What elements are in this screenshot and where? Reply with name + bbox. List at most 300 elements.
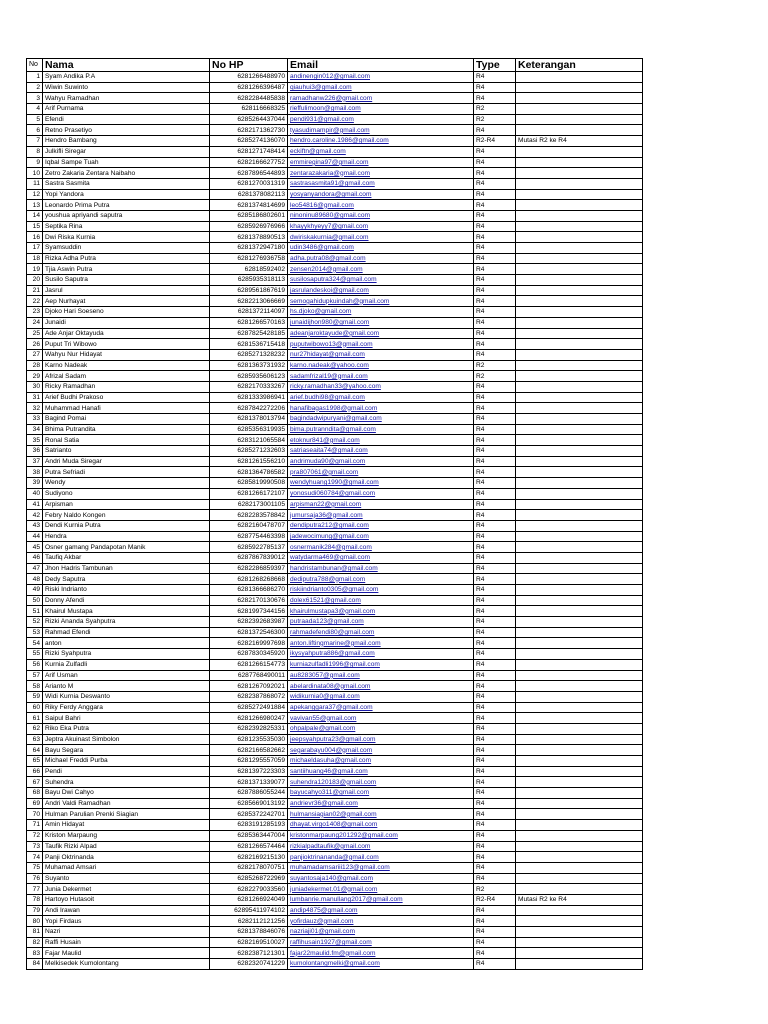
vehicle-type: R4 bbox=[474, 820, 516, 831]
email-link[interactable]: handristambunan@gmail.com bbox=[288, 563, 474, 574]
member-name: Afrizal Sadam bbox=[43, 371, 210, 382]
row-number: 47 bbox=[27, 563, 43, 574]
phone-number: 6283121065584 bbox=[210, 435, 288, 446]
member-name: Retno Prasetiyo bbox=[43, 125, 210, 136]
row-number: 2 bbox=[27, 82, 43, 93]
member-name: Junia Dekermet bbox=[43, 884, 210, 895]
email-link[interactable]: kurniazulfadli1996@gmail.com bbox=[288, 659, 474, 670]
row-number: 53 bbox=[27, 627, 43, 638]
vehicle-type: R4 bbox=[474, 146, 516, 157]
email-link[interactable]: andip4875@gmail.com bbox=[288, 905, 474, 916]
remarks bbox=[516, 307, 643, 318]
remarks bbox=[516, 713, 643, 724]
row-number: 66 bbox=[27, 766, 43, 777]
vehicle-type: R4 bbox=[474, 649, 516, 660]
remarks bbox=[516, 82, 643, 93]
vehicle-type: R4 bbox=[474, 766, 516, 777]
email-link[interactable]: panjioktrinananda@gmail.com bbox=[288, 852, 474, 863]
table-row bbox=[27, 841, 643, 852]
remarks bbox=[516, 756, 643, 767]
member-name: Septika Rina bbox=[43, 221, 210, 232]
table-row bbox=[27, 488, 643, 499]
table-row bbox=[27, 510, 643, 521]
table-row bbox=[27, 542, 643, 553]
email-link[interactable]: andrievr36@gmail.com bbox=[288, 798, 474, 809]
table-row bbox=[27, 296, 643, 307]
table-row bbox=[27, 414, 643, 425]
email-link[interactable]: vavivan55@gmail.com bbox=[288, 713, 474, 724]
member-name: Bagind Pomai bbox=[43, 414, 210, 425]
email-link[interactable]: arpisman22@gmail.com bbox=[288, 499, 474, 510]
email-link[interactable]: sastrasasmita91@gmail.com bbox=[288, 178, 474, 189]
phone-number: 6282166627752 bbox=[210, 157, 288, 168]
table-row bbox=[27, 638, 643, 649]
member-name: Jasrul bbox=[43, 285, 210, 296]
vehicle-type: R4 bbox=[474, 916, 516, 927]
vehicle-type: R4 bbox=[474, 734, 516, 745]
email-link[interactable]: udin3486@gmail.com bbox=[288, 243, 474, 254]
member-name: Sudiyono bbox=[43, 488, 210, 499]
vehicle-type: R4 bbox=[474, 349, 516, 360]
member-name: Amin Hidayat bbox=[43, 820, 210, 831]
phone-number: 6282279033560 bbox=[210, 884, 288, 895]
row-number: 51 bbox=[27, 606, 43, 617]
email-link[interactable]: pendi931@gmail.com bbox=[288, 114, 474, 125]
row-number: 1 bbox=[27, 72, 43, 83]
member-name: Jhon Hadris Tambunan bbox=[43, 563, 210, 574]
remarks bbox=[516, 157, 643, 168]
table-row bbox=[27, 595, 643, 606]
email-link[interactable]: satriaseaita74@gmail.com bbox=[288, 446, 474, 457]
email-link[interactable]: hulmansiagian02@gmail.com bbox=[288, 809, 474, 820]
remarks bbox=[516, 937, 643, 948]
remarks bbox=[516, 467, 643, 478]
email-link[interactable]: zensen2014@gmail.com bbox=[288, 264, 474, 275]
phone-number: 6281235535030 bbox=[210, 734, 288, 745]
member-name: Bayu Segara bbox=[43, 745, 210, 756]
member-name: anton bbox=[43, 638, 210, 649]
email-link[interactable]: hanafibagas1998@gmail.com bbox=[288, 403, 474, 414]
header-keterangan: Keterangan bbox=[516, 59, 643, 72]
table-row bbox=[27, 552, 643, 563]
table-row bbox=[27, 681, 643, 692]
email-link[interactable]: dwiriskakurnia@gmail.com bbox=[288, 232, 474, 243]
phone-number: 6281378846076 bbox=[210, 927, 288, 938]
email-link[interactable]: rizkialpadtaufik@gmail.com bbox=[288, 841, 474, 852]
email-link[interactable]: ricky.ramadhan33@yahoo.com bbox=[288, 381, 474, 392]
phone-number: 6282387121301 bbox=[210, 948, 288, 959]
table-row bbox=[27, 93, 643, 104]
member-name: Panji Oktrinanda bbox=[43, 852, 210, 863]
table-row bbox=[27, 178, 643, 189]
remarks bbox=[516, 360, 643, 371]
email-link[interactable]: au8283057@gmail.com bbox=[288, 670, 474, 681]
vehicle-type: R4 bbox=[474, 852, 516, 863]
member-name: Ronal Satia bbox=[43, 435, 210, 446]
row-number: 76 bbox=[27, 873, 43, 884]
email-link[interactable]: yonosudi060784@gmail.com bbox=[288, 488, 474, 499]
table-row bbox=[27, 168, 643, 179]
member-name: Rizki Syahputra bbox=[43, 649, 210, 660]
phone-number: 6281266980247 bbox=[210, 713, 288, 724]
remarks bbox=[516, 328, 643, 339]
email-link[interactable]: rieffulimoon@gmail.com bbox=[288, 104, 474, 115]
phone-number: 6287825428185 bbox=[210, 328, 288, 339]
email-link[interactable]: kristonmarpaung201292@gmail.com bbox=[288, 830, 474, 841]
row-number: 67 bbox=[27, 777, 43, 788]
email-link[interactable]: jumursaja36@gmail.com bbox=[288, 510, 474, 521]
email-link[interactable]: rahmadefendi80@gmail.com bbox=[288, 627, 474, 638]
email-link[interactable]: anton.liftingmarine@gmail.com bbox=[288, 638, 474, 649]
table-row bbox=[27, 317, 643, 328]
phone-number: 6281266574464 bbox=[210, 841, 288, 852]
email-link[interactable]: sadamfrizal19@gmail.com bbox=[288, 371, 474, 382]
email-link[interactable]: riskiindrianto0305@gmail.com bbox=[288, 585, 474, 596]
vehicle-type: R4 bbox=[474, 905, 516, 916]
row-number: 18 bbox=[27, 253, 43, 264]
email-link[interactable]: suyantosaja140@gmail.com bbox=[288, 873, 474, 884]
email-link[interactable]: semogahidupkuindah@gmail.com bbox=[288, 296, 474, 307]
email-link[interactable]: nur27hidayat@gmail.com bbox=[288, 349, 474, 360]
vehicle-type: R4 bbox=[474, 552, 516, 563]
remarks bbox=[516, 873, 643, 884]
member-name: Rizki Ananda Syahputra bbox=[43, 617, 210, 628]
table-row bbox=[27, 820, 643, 831]
email-link[interactable]: hs.djoko@gmail.com bbox=[288, 307, 474, 318]
table-row bbox=[27, 873, 643, 884]
row-number: 10 bbox=[27, 168, 43, 179]
email-link[interactable]: ramadhanw226@gmail.com bbox=[288, 93, 474, 104]
vehicle-type: R4 bbox=[474, 627, 516, 638]
email-link[interactable]: bima.putranndita@gmail.com bbox=[288, 424, 474, 435]
member-name: Riski Indrianto bbox=[43, 585, 210, 596]
table-row bbox=[27, 136, 643, 147]
vehicle-type: R4 bbox=[474, 253, 516, 264]
table-row bbox=[27, 574, 643, 585]
phone-number: 6287842272206 bbox=[210, 403, 288, 414]
vehicle-type: R4 bbox=[474, 168, 516, 179]
member-name: Pendi bbox=[43, 766, 210, 777]
table-row bbox=[27, 723, 643, 734]
remarks bbox=[516, 745, 643, 756]
member-name: Kriston Marpaung bbox=[43, 830, 210, 841]
remarks bbox=[516, 948, 643, 959]
row-number: 39 bbox=[27, 478, 43, 489]
email-link[interactable]: fajar22maulid.fm@gmail.com bbox=[288, 948, 474, 959]
email-link[interactable]: andinengin012@gmail.com bbox=[288, 72, 474, 83]
row-number: 48 bbox=[27, 574, 43, 585]
table-row bbox=[27, 232, 643, 243]
table-row bbox=[27, 659, 643, 670]
row-number: 55 bbox=[27, 649, 43, 660]
email-link[interactable]: yosyanyandora@gmail.com bbox=[288, 189, 474, 200]
phone-number: 6281271748414 bbox=[210, 146, 288, 157]
remarks bbox=[516, 381, 643, 392]
vehicle-type: R4 bbox=[474, 93, 516, 104]
table-row bbox=[27, 927, 643, 938]
row-number: 17 bbox=[27, 243, 43, 254]
table-row bbox=[27, 349, 643, 360]
row-number: 16 bbox=[27, 232, 43, 243]
email-link[interactable]: adha.putra08@gmail.com bbox=[288, 253, 474, 264]
table-row bbox=[27, 713, 643, 724]
email-link[interactable]: santiihuang46@gmail.com bbox=[288, 766, 474, 777]
phone-number: 6281366686270 bbox=[210, 585, 288, 596]
email-link[interactable]: nazriaji01@gmail.com bbox=[288, 927, 474, 938]
row-number: 60 bbox=[27, 702, 43, 713]
phone-number: 6281266570163 bbox=[210, 317, 288, 328]
row-number: 33 bbox=[27, 414, 43, 425]
member-name: Suyanto bbox=[43, 873, 210, 884]
email-link[interactable]: adeanjaroktayude@gmail.com bbox=[288, 328, 474, 339]
vehicle-type: R4 bbox=[474, 531, 516, 542]
row-number: 44 bbox=[27, 531, 43, 542]
email-link[interactable]: emmiregina97@gmail.com bbox=[288, 157, 474, 168]
member-name: Aep Nurhayat bbox=[43, 296, 210, 307]
remarks bbox=[516, 862, 643, 873]
row-number: 19 bbox=[27, 264, 43, 275]
remarks bbox=[516, 723, 643, 734]
table-row bbox=[27, 766, 643, 777]
phone-number: 6282166582662 bbox=[210, 745, 288, 756]
email-link[interactable]: segarabayu004@gmail.com bbox=[288, 745, 474, 756]
vehicle-type: R4 bbox=[474, 670, 516, 681]
phone-number: 6281295557059 bbox=[210, 756, 288, 767]
email-link[interactable]: zentarazakaria@gmail.com bbox=[288, 168, 474, 179]
table-row bbox=[27, 852, 643, 863]
member-name: Riko Eka Putra bbox=[43, 723, 210, 734]
row-number: 56 bbox=[27, 659, 43, 670]
phone-number: 6285264437044 bbox=[210, 114, 288, 125]
remarks bbox=[516, 275, 643, 286]
email-link[interactable]: karno.nadeak@yahoo.com bbox=[288, 360, 474, 371]
email-link[interactable]: khayykhyeyy7@gmail.com bbox=[288, 221, 474, 232]
email-link[interactable]: dhayat.virgo1408@gmail.com bbox=[288, 820, 474, 831]
table-row bbox=[27, 937, 643, 948]
row-number: 4 bbox=[27, 104, 43, 115]
vehicle-type: R4 bbox=[474, 392, 516, 403]
email-link[interactable]: susilosaputra324@gmail.com bbox=[288, 275, 474, 286]
header-email: Email bbox=[288, 59, 474, 72]
member-name: Andi Irawan bbox=[43, 905, 210, 916]
remarks bbox=[516, 734, 643, 745]
table-row bbox=[27, 403, 643, 414]
email-link[interactable]: bayucahyo311@gmail.com bbox=[288, 788, 474, 799]
remarks bbox=[516, 777, 643, 788]
remarks bbox=[516, 435, 643, 446]
member-name: Sastra Sasmita bbox=[43, 178, 210, 189]
table-row bbox=[27, 200, 643, 211]
email-link[interactable]: juniadekermet.01@gmail.com bbox=[288, 884, 474, 895]
vehicle-type: R4 bbox=[474, 745, 516, 756]
email-link[interactable]: ikysyahputra886@gmail.com bbox=[288, 649, 474, 660]
vehicle-type: R4 bbox=[474, 232, 516, 243]
row-number: 11 bbox=[27, 178, 43, 189]
member-name: Muhamad Amsari bbox=[43, 862, 210, 873]
row-number: 12 bbox=[27, 189, 43, 200]
table-row bbox=[27, 884, 643, 895]
email-link[interactable]: dendiputra212@gmail.com bbox=[288, 520, 474, 531]
phone-number: 6282169215130 bbox=[210, 852, 288, 863]
member-name: Jeptra Akuinast Simbolon bbox=[43, 734, 210, 745]
remarks bbox=[516, 809, 643, 820]
email-link[interactable]: tyasudimampir@gmail.com bbox=[288, 125, 474, 136]
email-link[interactable]: qiauhui3@gmail.com bbox=[288, 82, 474, 93]
table-row bbox=[27, 809, 643, 820]
table-row bbox=[27, 264, 643, 275]
email-link[interactable]: jeepsyahputra23@gmail.com bbox=[288, 734, 474, 745]
email-link[interactable]: eckiftn@gmail.com bbox=[288, 146, 474, 157]
remarks bbox=[516, 884, 643, 895]
row-number: 81 bbox=[27, 927, 43, 938]
email-link[interactable]: kumolontangmelki@gmail.com bbox=[288, 959, 474, 970]
remarks bbox=[516, 93, 643, 104]
email-link[interactable]: ninoninu89680@gmail.com bbox=[288, 210, 474, 221]
phone-number: 6281333986941 bbox=[210, 392, 288, 403]
table-row bbox=[27, 82, 643, 93]
phone-number: 6283191285193 bbox=[210, 820, 288, 831]
phone-number: 6285272491884 bbox=[210, 702, 288, 713]
table-row bbox=[27, 339, 643, 350]
email-link[interactable]: hendro.caroline.1986@gmail.com bbox=[288, 136, 474, 147]
table-row bbox=[27, 253, 643, 264]
remarks bbox=[516, 702, 643, 713]
email-link[interactable]: yofirdauz@gmail.com bbox=[288, 916, 474, 927]
email-link[interactable]: watydarma469@gmail.com bbox=[288, 552, 474, 563]
member-name: Arief Budhi Prakoso bbox=[43, 392, 210, 403]
email-link[interactable]: widikurnia0@gmail.com bbox=[288, 691, 474, 702]
email-link[interactable]: lumbanrie.manullang2017@gmail.com bbox=[288, 894, 474, 905]
email-link[interactable]: bagindadwipuryani@gmail.com bbox=[288, 414, 474, 425]
member-name: Puput Tri Wibowo bbox=[43, 339, 210, 350]
member-name: Fajar Maulid bbox=[43, 948, 210, 959]
email-link[interactable]: etoknur841@gmail.com bbox=[288, 435, 474, 446]
phone-number: 6285926976966 bbox=[210, 221, 288, 232]
row-number: 31 bbox=[27, 392, 43, 403]
vehicle-type: R4 bbox=[474, 788, 516, 799]
email-link[interactable]: jasrulandeskoi@gmail.com bbox=[288, 285, 474, 296]
phone-number: 6281374814699 bbox=[210, 200, 288, 211]
remarks bbox=[516, 424, 643, 435]
member-name: Julkifli Siregar bbox=[43, 146, 210, 157]
remarks bbox=[516, 168, 643, 179]
phone-number: 6281378082113 bbox=[210, 189, 288, 200]
email-link[interactable]: wendyhuang1990@gmail.com bbox=[288, 478, 474, 489]
vehicle-type: R4 bbox=[474, 264, 516, 275]
remarks bbox=[516, 414, 643, 425]
remarks bbox=[516, 510, 643, 521]
email-link[interactable]: jadewocimung@gmail.com bbox=[288, 531, 474, 542]
remarks bbox=[516, 114, 643, 125]
row-number: 63 bbox=[27, 734, 43, 745]
vehicle-type: R2 bbox=[474, 114, 516, 125]
email-link[interactable]: raffihusain1927@gmail.com bbox=[288, 937, 474, 948]
row-number: 37 bbox=[27, 456, 43, 467]
vehicle-type: R4 bbox=[474, 574, 516, 585]
member-name: Kurnia Zulfadli bbox=[43, 659, 210, 670]
email-link[interactable]: dediputra788@gmail.com bbox=[288, 574, 474, 585]
email-link[interactable]: osnermanik284@gmail.com bbox=[288, 542, 474, 553]
email-link[interactable]: putraada123@gmail.com bbox=[288, 617, 474, 628]
table-row bbox=[27, 478, 643, 489]
email-link[interactable]: leo54816@gmail.com bbox=[288, 200, 474, 211]
table-row bbox=[27, 520, 643, 531]
table-row bbox=[27, 499, 643, 510]
email-link[interactable]: michaeldasuha@gmail.com bbox=[288, 756, 474, 767]
email-link[interactable]: apekanggara37@gmail.com bbox=[288, 702, 474, 713]
email-link[interactable]: arief.budhi98@gmail.com bbox=[288, 392, 474, 403]
phone-number: 6282387868072 bbox=[210, 691, 288, 702]
remarks bbox=[516, 210, 643, 221]
phone-number: 6281397223303 bbox=[210, 766, 288, 777]
vehicle-type: R4 bbox=[474, 606, 516, 617]
vehicle-type: R4 bbox=[474, 841, 516, 852]
row-number: 77 bbox=[27, 884, 43, 895]
email-link[interactable]: muhamadamsariii123@gmail.com bbox=[288, 862, 474, 873]
vehicle-type: R4 bbox=[474, 456, 516, 467]
vehicle-type: R2 bbox=[474, 360, 516, 371]
email-link[interactable]: junaidijhon980@gmail.com bbox=[288, 317, 474, 328]
table-row bbox=[27, 456, 643, 467]
remarks bbox=[516, 456, 643, 467]
row-number: 25 bbox=[27, 328, 43, 339]
phone-number: 6282169510027 bbox=[210, 937, 288, 948]
email-link[interactable]: khairulmustapa3@gmail.com bbox=[288, 606, 474, 617]
phone-number: 6287867839012 bbox=[210, 552, 288, 563]
vehicle-type: R4 bbox=[474, 296, 516, 307]
table-row bbox=[27, 959, 643, 970]
vehicle-type: R4 bbox=[474, 178, 516, 189]
remarks bbox=[516, 574, 643, 585]
email-link[interactable]: pra807061@gmail.com bbox=[288, 467, 474, 478]
email-link[interactable]: dolex61521@gmail.com bbox=[288, 595, 474, 606]
vehicle-type: R4 bbox=[474, 798, 516, 809]
member-name: Andri Valdi Ramadhan bbox=[43, 798, 210, 809]
table-row bbox=[27, 531, 643, 542]
phone-number: 6281372546300 bbox=[210, 627, 288, 638]
email-link[interactable]: ohpalpale@gmail.com bbox=[288, 723, 474, 734]
vehicle-type: R4 bbox=[474, 435, 516, 446]
remarks bbox=[516, 659, 643, 670]
phone-number: 6282283578842 bbox=[210, 510, 288, 521]
row-number: 80 bbox=[27, 916, 43, 927]
email-link[interactable]: puputwibowo13@gmail.com bbox=[288, 339, 474, 350]
table-row bbox=[27, 467, 643, 478]
table-row bbox=[27, 157, 643, 168]
row-number: 50 bbox=[27, 595, 43, 606]
email-link[interactable]: andrimuda90@gmail.com bbox=[288, 456, 474, 467]
vehicle-type: R4 bbox=[474, 157, 516, 168]
email-link[interactable]: suhendra120183@gmail.com bbox=[288, 777, 474, 788]
row-number: 6 bbox=[27, 125, 43, 136]
row-number: 9 bbox=[27, 157, 43, 168]
row-number: 65 bbox=[27, 756, 43, 767]
vehicle-type: R4 bbox=[474, 723, 516, 734]
vehicle-type: R4 bbox=[474, 691, 516, 702]
table-row bbox=[27, 125, 643, 136]
member-name: Syamsuddin bbox=[43, 243, 210, 254]
table-row bbox=[27, 307, 643, 318]
vehicle-type: R4 bbox=[474, 328, 516, 339]
member-name: Yopi Firdaus bbox=[43, 916, 210, 927]
member-name: Febry Naldo Kongen bbox=[43, 510, 210, 521]
member-name: Hendra bbox=[43, 531, 210, 542]
email-link[interactable]: abelardinata08@gmail.com bbox=[288, 681, 474, 692]
remarks bbox=[516, 339, 643, 350]
table-row bbox=[27, 905, 643, 916]
member-name: Efendi bbox=[43, 114, 210, 125]
row-number: 46 bbox=[27, 552, 43, 563]
